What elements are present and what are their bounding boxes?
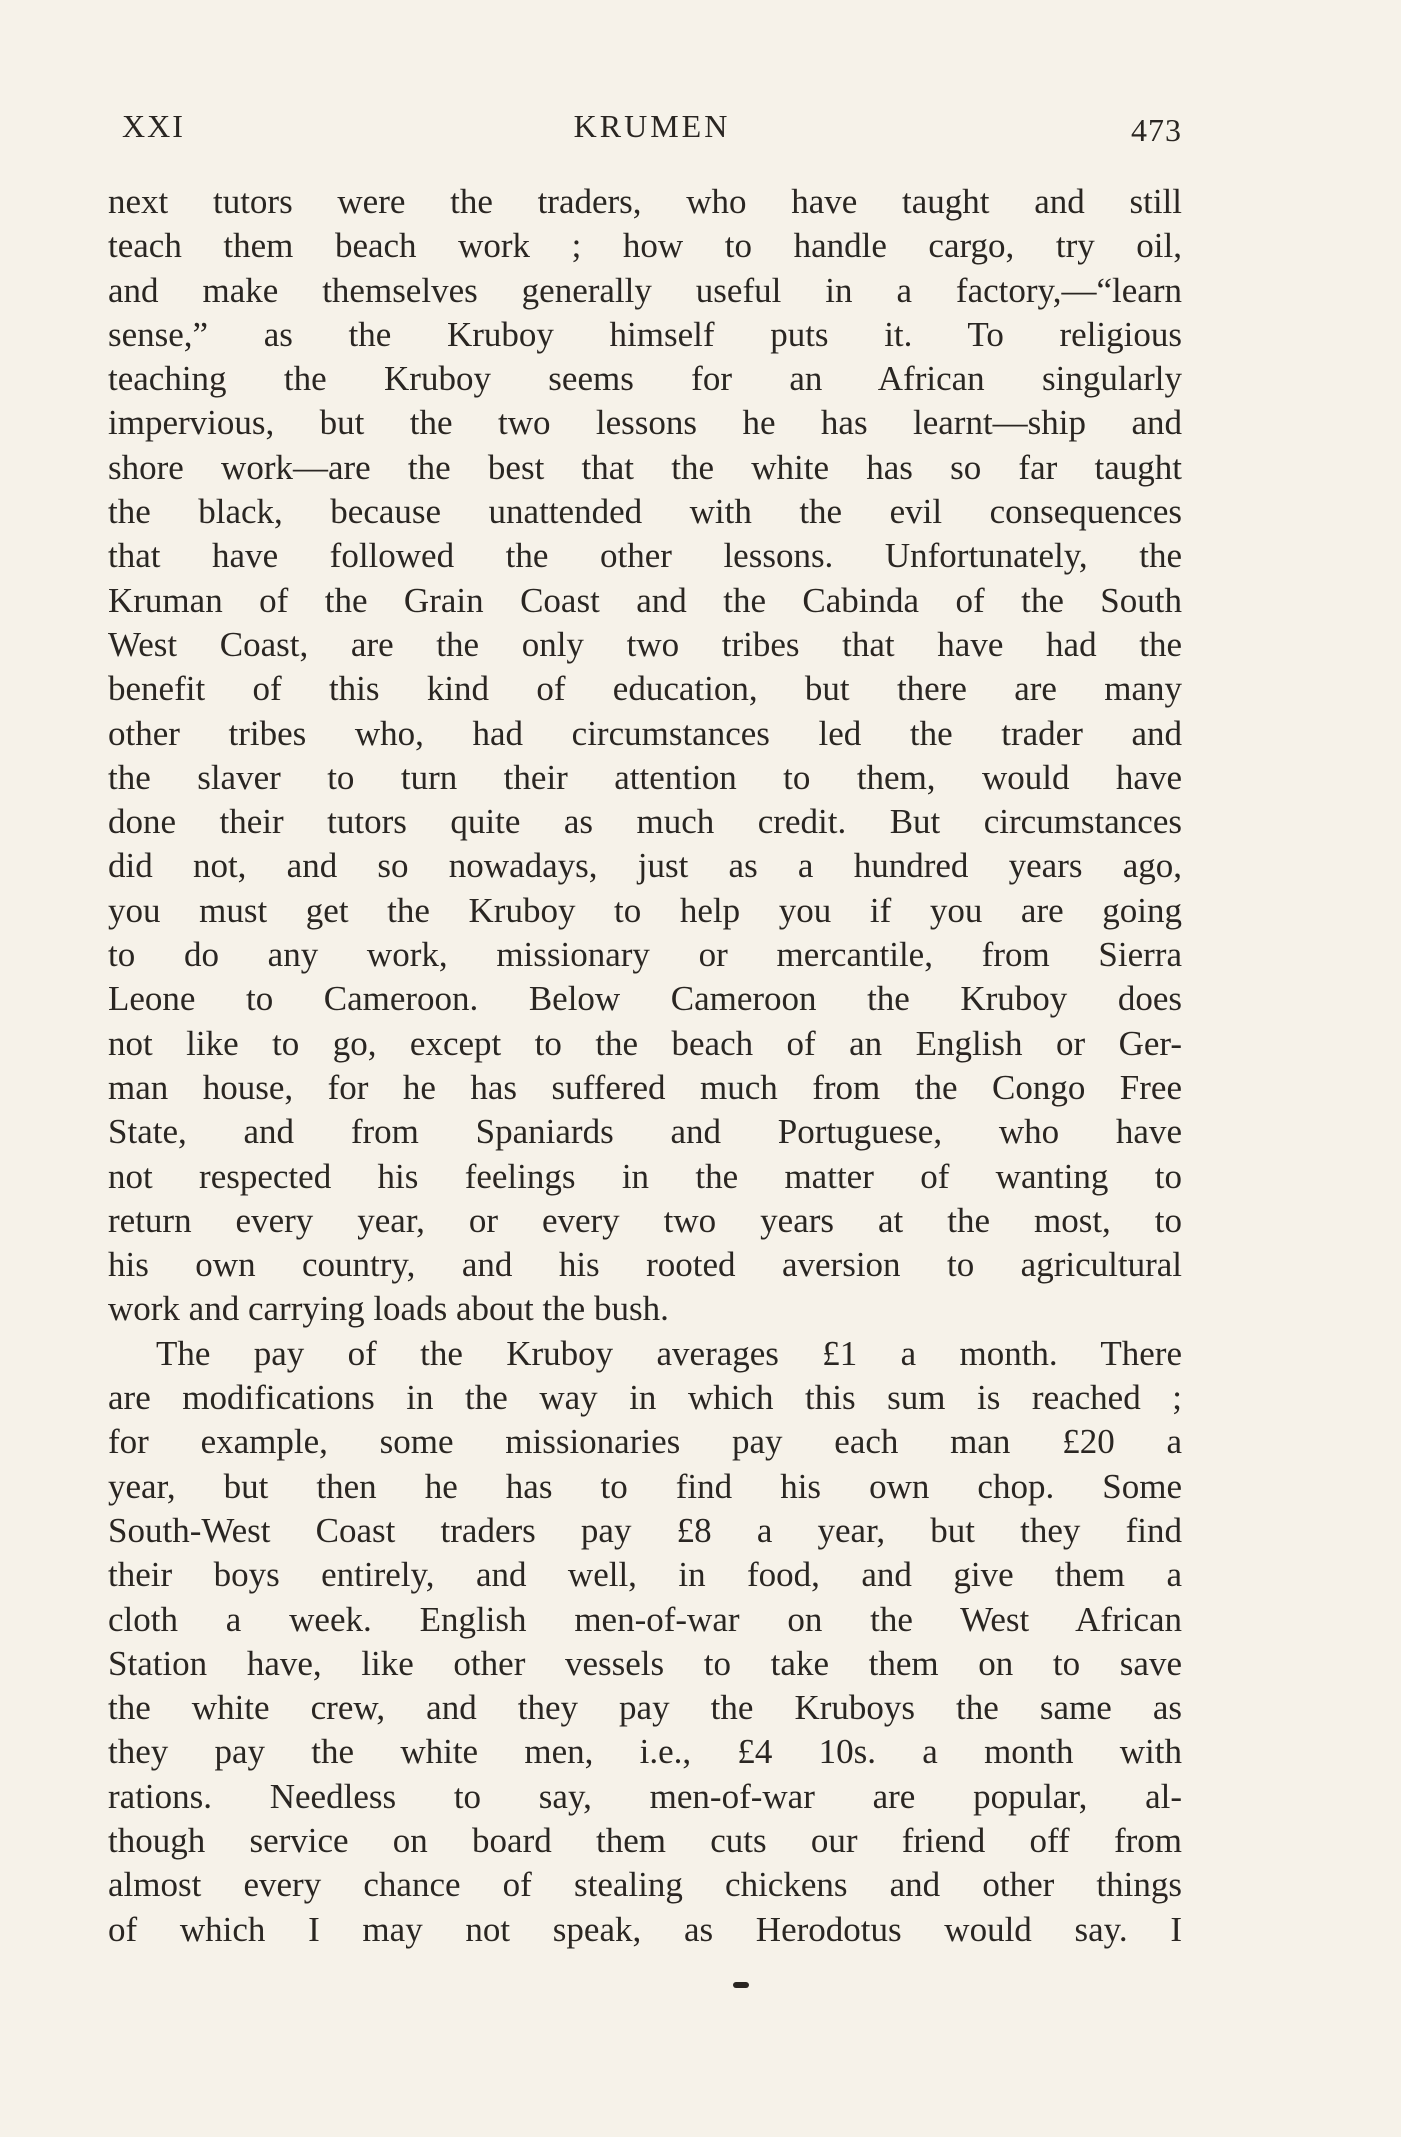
text-line: return every year, or every two years at the most, to (108, 1200, 1182, 1240)
text-line: next tutors were the traders, who have taught and still (108, 182, 1182, 221)
text-line: they pay the white men, i.e., £4 10s. a month with (108, 1732, 1182, 1772)
chapter-number: XXI (122, 108, 185, 144)
page-number: 473 (1131, 112, 1182, 148)
text-line: State, and from Spaniards and Portuguese, who have (108, 1112, 1182, 1152)
text-line: their boys entirely, and well, in food, and give them a (108, 1555, 1182, 1595)
text-line: man house, for he has suffered much from the Congo Free (108, 1067, 1182, 1107)
text-line: Kruman of the Grain Coast and the Cabinda of the South (108, 580, 1182, 620)
text-line: West Coast, are the only two tribes that have had the (108, 624, 1182, 664)
text-line: Leone to Cameroon. Below Cameroon the Kruboy does (108, 979, 1182, 1019)
paragraph-start-line: The pay of the Kruboy averages £1 a month. There (156, 1333, 1182, 1373)
text-line: and make themselves generally useful in a factory,—“learn (108, 270, 1182, 310)
text-line: did not, and so nowadays, just as a hundred years ago, (108, 846, 1182, 886)
text-line: to do any work, missionary or mercantile, from Sierra (108, 935, 1182, 975)
text-line: shore work—are the best that the white has so far taught (108, 447, 1182, 487)
text-line: the white crew, and they pay the Kruboys the same as (108, 1688, 1182, 1728)
paragraph-end-line: work and carrying loads about the bush. (108, 1289, 669, 1329)
text-line: though service on board them cuts our friend off from (108, 1820, 1182, 1860)
text-line: other tribes who, had circumstances led the trader and (108, 713, 1182, 753)
text-line: Station have, like other vessels to take them on to save (108, 1643, 1182, 1683)
chapter-title: KRUMEN (573, 108, 731, 144)
text-line: done their tutors quite as much credit. But circumstances (108, 802, 1182, 842)
text-line: of which I may not speak, as Herodotus would say. I (108, 1909, 1182, 1949)
text-line: the black, because unattended with the evil consequences (108, 492, 1182, 532)
text-line: cloth a week. English men-of-war on the West African (108, 1599, 1182, 1639)
signature-mark (733, 1982, 749, 1988)
text-line: impervious, but the two lessons he has learnt—ship and (108, 403, 1182, 443)
text-line: rations. Needless to say, men-of-war are popular, al- (108, 1776, 1182, 1816)
text-line: teaching the Kruboy seems for an African singularly (108, 359, 1182, 399)
text-line: you must get the Kruboy to help you if you are going (108, 890, 1182, 930)
text-line: South-West Coast traders pay £8 a year, but they find (108, 1510, 1182, 1550)
text-line: that have followed the other lessons. Unfortunately, the (108, 536, 1182, 576)
running-head (122, 108, 1182, 152)
text-line: the slaver to turn their attention to them, would have (108, 757, 1182, 797)
text-line: not respected his feelings in the matter of wanting to (108, 1156, 1182, 1196)
text-line: benefit of this kind of education, but there are many (108, 669, 1182, 709)
text-line: for example, some missionaries pay each man £20 a (108, 1422, 1182, 1462)
body-text (108, 180, 1182, 1952)
text-line: year, but then he has to find his own chop. Some (108, 1466, 1182, 1506)
text-line: sense,” as the Kruboy himself puts it. To religious (108, 314, 1182, 354)
text-line: not like to go, except to the beach of an English or Ger- (108, 1023, 1182, 1063)
text-line: his own country, and his rooted aversion to agricultural (108, 1245, 1182, 1285)
text-line: are modifications in the way in which this sum is reached ; (108, 1378, 1182, 1418)
text-line: almost every chance of stealing chickens and other things (108, 1865, 1182, 1905)
text-line: teach them beach work ; how to handle cargo, try oil, (108, 226, 1182, 266)
